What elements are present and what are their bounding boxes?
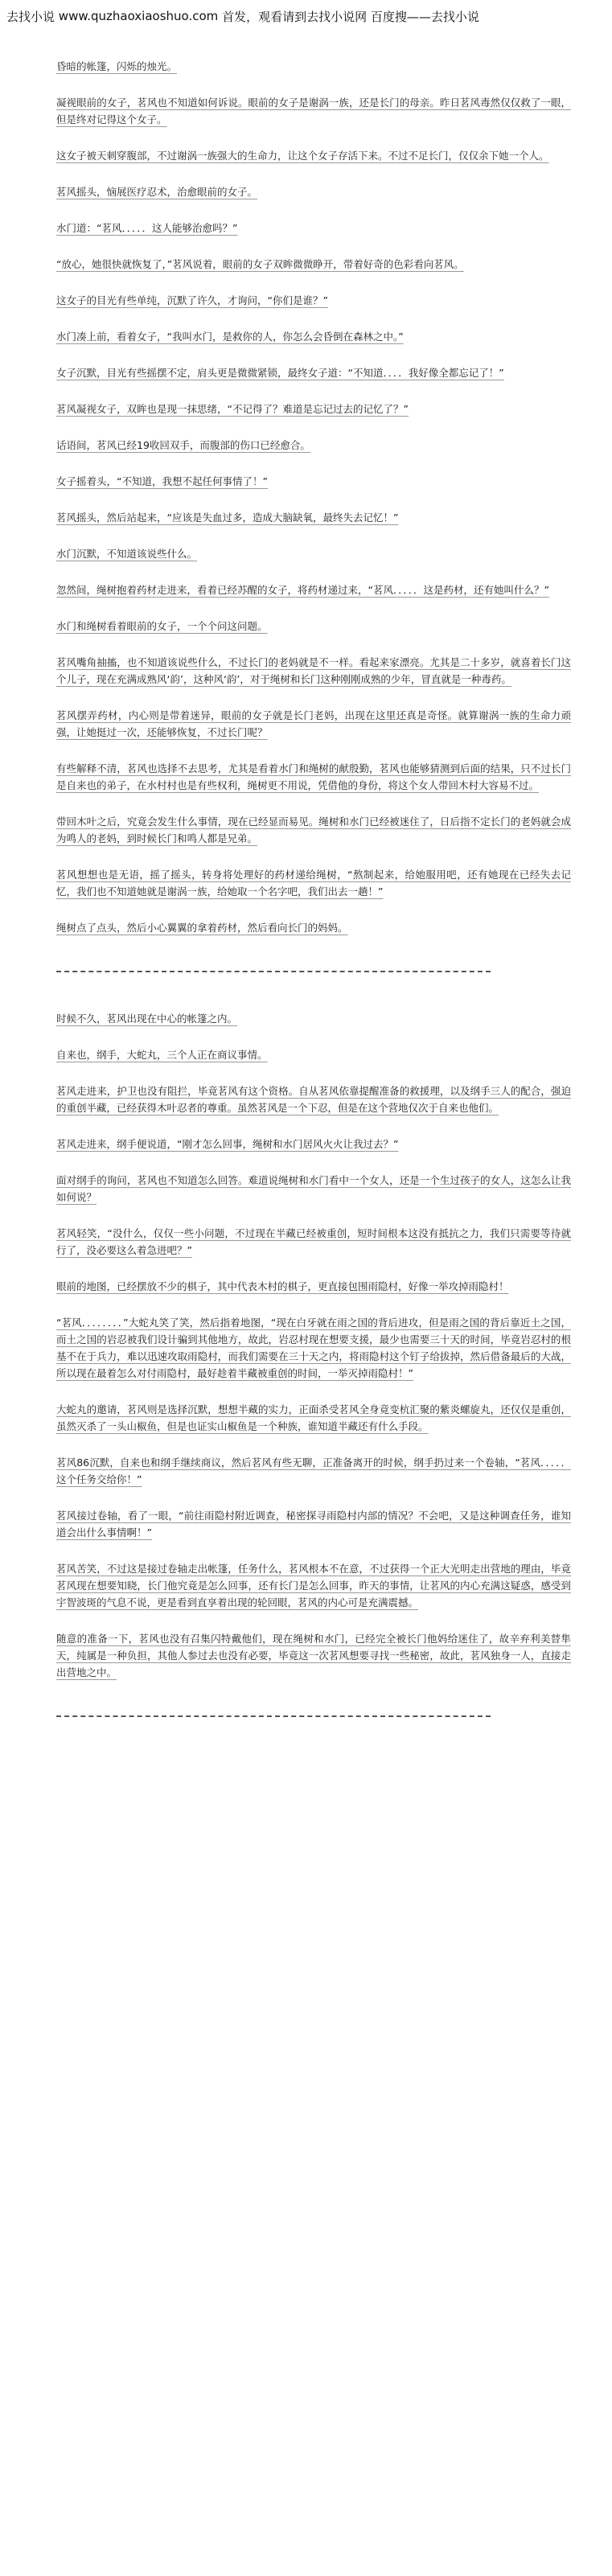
banner-notice: 首发，观看请到去找小说网 百度搜——去找小说 bbox=[222, 9, 479, 24]
story-paragraph: 茗风86沉默，自来也和纲手继续商议，然后茗风有些无聊，正准备离开的时候，纲手扔过来一个卷轴，“茗风．．．．．这个任务交给你！” bbox=[56, 1456, 571, 1485]
story-paragraph: 茗风摇头，然后站起来，“应该是失血过多，造成大脑缺氧，最终失去记忆！” bbox=[56, 512, 399, 524]
section-divider bbox=[56, 1700, 571, 1732]
story-paragraph: 眼前的地图，已经摆放不少的棋子，其中代表木村的棋子，更直接包围雨隐村，好像一举攻掉雨隐村！ bbox=[56, 1280, 509, 1292]
story-paragraph: 话语间，茗风已经19收回双手，而腹部的伤口已经愈合。 bbox=[56, 439, 310, 451]
story-paragraph: 昏暗的帐篷，闪烁的烛光。 bbox=[56, 60, 178, 72]
story-paragraph: 茗风嘴角抽搐，也不知道该说些什么，不过长门的老妈就是不一样。看起来家漂亮。尤其是二十多岁，就喜着长门这个儿子，现在充满成熟风‘韵’，这种风‘韵’，对于绳树和长门这种刚刚成熟的少年，冒直就是一种毒药。 bbox=[56, 656, 571, 685]
story-paragraph: 水门道：“茗风．．．．．这人能够治愈吗？” bbox=[56, 222, 238, 234]
story-paragraph: 绳树点了点头，然后小心翼翼的拿着药材，然后看向长门的妈妈。 bbox=[56, 922, 348, 934]
story-paragraph: “茗风．．．．．．．．”大蛇丸笑了笑，然后指着地图，“现在白牙就在雨之国的背后进攻，但是雨之国的背后靠近土之国，而土之国的岩忍被我们设计骗到其他地方，故此，岩忍村现在想要支援，最少也需要三十天的时间，毕竟岩忍村的根基不在于兵力，难以迅速攻取雨隐村，而我们需要在三十天之内，将雨隐村这个钉子给拔掉，然后借备最后的大战，所以现在最着怎么对付雨隐村，最好趁着半藏被重创的时间，一举灭掉雨隐村！” bbox=[56, 1317, 571, 1379]
story-paragraph: 凝视眼前的女子，茗风也不知道如何诉说。眼前的女子是谢涡一族，还是长门的母亲。昨日茗风毒然仅仅救了一眼，但是终对记得这个女子。 bbox=[56, 97, 571, 125]
story-paragraph: 茗风轻笑，“没什么，仅仅一些小问题，不过现在半藏已经被重创，短时间根本这没有抵抗之力，我们只需要等待就行了，没必要这么着急进吧？” bbox=[56, 1227, 571, 1256]
story-paragraph: 这女子的目光有些单纯，沉默了许久，才询问，“你们是谁？” bbox=[56, 294, 328, 306]
story-paragraph: 茗风苦笑，不过这是接过卷轴走出帐篷，任务什么，茗风根本不在意，不过获得一个正大光明走出营地的理由，毕竟茗风现在想要知晓，长门他究竟是怎么回事，还有长门是怎么回事，昨天的事情，让茗风的内心充满这疑惑，感受到宇智波斑的气息不说，更是看到直享着出现的轮回眼，茗风的内心可是充满震撼。 bbox=[56, 1563, 571, 1608]
story-paragraph: 茗风接过卷轴，看了一眼，“前往雨隐村附近调查，秘密探寻雨隐村内部的情况？不会吧，又是这种调查任务，谁知道会出什么事情啊！” bbox=[56, 1510, 571, 1539]
story-paragraph: 大蛇丸的邀请，茗风则是选择沉默，想想半藏的实力，正面杀受茗风全身竟变杭汇聚的紫炎螺旋丸，还仅仅是重创，虽然灭杀了一头山椒鱼，但是也证实山椒鱼是一个种族，谁知道半藏还有什么手段。 bbox=[56, 1403, 571, 1432]
chapter-body bbox=[56, 58, 571, 1755]
story-paragraph: 这女子被天刺穿腹部，不过谢涡一族强大的生命力，让这个女子存活下来。不过不足长门，仅仅余下她一个人。 bbox=[56, 150, 549, 162]
story-paragraph: 时候不久，茗风出现在中心的帐篷之内。 bbox=[56, 1013, 238, 1025]
story-paragraph: 水门凑上前，看着女子，“我叫水门，是救你的人，你怎么会昏倒在森林之中。” bbox=[56, 331, 404, 343]
story-paragraph: 茗风走进来，纲手便说道，“刚才怎么回事，绳树和水门居风火火让我过去？” bbox=[56, 1138, 399, 1150]
story-paragraph: 随意的准备一下，茗风也没有召集闪特戴他们，现在绳树和水门，已经完全被长门他妈给迷住了，故辛弃利美替隼天，纯属是一种负担，其他人参过去也没有必要，毕竟这一次茗风想要寻找一些秘密，故此，茗风独身一人，直接走出营地之中。 bbox=[56, 1633, 571, 1678]
story-paragraph: 茗风凝视女子，双眸也是现一抹思绪，“不记得了？难道是忘记过去的记忆了？” bbox=[56, 403, 409, 415]
story-paragraph: 面对纲手的询问，茗风也不知道怎么回答。难道说绳树和水门看中一个女人，还是一个生过孩子的女人，这怎么让我如何说？ bbox=[56, 1174, 571, 1203]
story-paragraph: 忽然间，绳树抱着药材走进来，看着已经苏醒的女子，将药材递过来，“茗风．．．．．这是药材，还有她叫什么？” bbox=[56, 584, 549, 596]
story-paragraph: 茗风走进来，护卫也没有阻拦，毕竟茗风有这个资格。自从茗风依靠提醒准备的救援理，以及纲手三人的配合，强迫的重创半藏，已经获得木叶忍者的尊重。虽然茗风是一个下忍，但是在这个营地仅次于自来也他们。 bbox=[56, 1085, 571, 1114]
story-paragraph: 茗风摆弄药材，内心则是带着迷异，眼前的女子就是长门老妈，出现在这里还真是奇怪。就算谢涡一族的生命力顽强，让她挺过一次，还能够恢复，不过长门呢？ bbox=[56, 709, 571, 738]
story-paragraph: 水门和绳树看着眼前的女子，一个个问这问题。 bbox=[56, 620, 268, 632]
story-paragraph: 女子摇着头，“不知道，我想不起任何事情了！” bbox=[56, 475, 268, 487]
story-paragraph: 茗风想想也是无语，摇了摇头，转身将处理好的药材递给绳树，“熬制起来，给她服用吧，还有她现在已经失去记忆，我们也不知道她就是谢涡一族，给她取一个名字吧，我们出去一趟！” bbox=[56, 869, 571, 898]
story-paragraph: 带回木叶之后，究竟会发生什么事情，现在已经显而易见。绳树和水门已经被迷住了，日后指不定长门的老妈就会成为鸣人的老妈，到时候长门和鸣人都是兄弟。 bbox=[56, 816, 571, 844]
story-paragraph: 女子沉默，目光有些摇摆不定，肩头更是微微紧锁，最终女子道：“不知道．．．．我好像全都忘记了！” bbox=[56, 367, 504, 379]
site-url-link[interactable]: www.quzhaoxiaoshuo.com bbox=[58, 9, 219, 23]
story-paragraph: 自来也，纲手，大蛇丸，三个人正在商议事情。 bbox=[56, 1049, 268, 1061]
story-paragraph: “放心，她很快就恢复了，”茗风说着，眼前的女子双眸微微睁开，带着好奇的色彩看向茗风。 bbox=[56, 258, 464, 270]
story-paragraph: 茗风摇头，恼展医疗忍术，治愈眼前的女子。 bbox=[56, 186, 258, 198]
story-paragraph: 有些解释不清，茗风也选择不去思考，尤其是看着水门和绳树的献殷勤，茗风也能够猜测到后面的结果，只不过长门是自来也的弟子，在水村村也是有些权利，绳树更不用说，凭借他的身份，将这个女人带回木村大容易不过。 bbox=[56, 762, 571, 791]
section-divider bbox=[56, 955, 571, 988]
site-banner bbox=[0, 0, 612, 32]
site-name: 去找小说 bbox=[6, 9, 55, 24]
story-paragraph: 水门沉默，不知道该说些什么。 bbox=[56, 548, 198, 560]
